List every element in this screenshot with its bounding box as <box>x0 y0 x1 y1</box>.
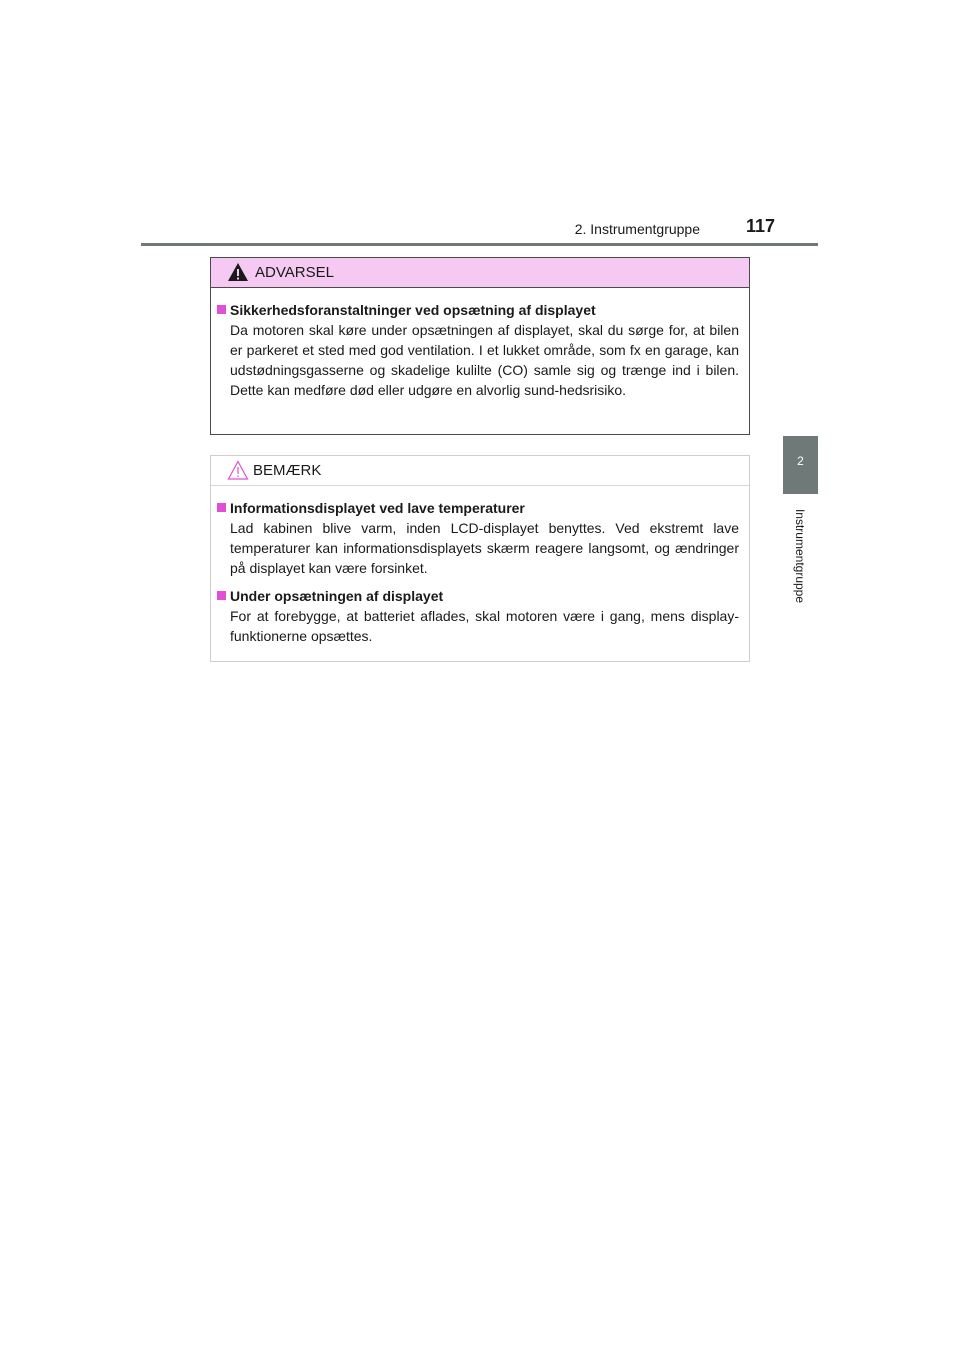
notice-item <box>217 586 739 646</box>
section-title: 2. Instrumentgruppe <box>574 221 700 237</box>
warning-item <box>217 300 739 400</box>
warning-triangle-filled-icon <box>227 262 249 282</box>
notice-item-title: Informationsdisplayet ved lave temperaturer <box>230 500 525 516</box>
page-number: 117 <box>745 216 775 236</box>
warning-item-text: Da motoren skal køre under opsætningen af displayet, skal du sørge for, at bilen er parkeret et sted med god ventilation. I et lukket område, som fx en garage, kan udstødningsgasserne og skadelige kulilte (CO) samle sig og trænge ind i bilen. Dette kan medføre død eller udgøre en alvorlig sund-hedsrisiko. <box>230 322 739 398</box>
page-header <box>0 0 960 250</box>
notice-item-title: Under opsætningen af displayet <box>230 588 444 604</box>
notice-box <box>210 455 750 662</box>
notice-header <box>211 456 749 486</box>
notice-label: BEMÆRK <box>253 462 322 479</box>
warning-header <box>211 258 749 288</box>
warning-triangle-outline-icon <box>227 460 249 480</box>
warning-label: ADVARSEL <box>255 264 334 281</box>
warning-box <box>210 257 750 435</box>
notice-item-text: Lad kabinen blive varm, inden LCD-displayet benyttes. Ved ekstremt lave temperaturer kan informationsdisplayets skærm reagere langsomt, og ændringer på displayet kan være forsinket. <box>230 520 739 576</box>
chapter-label: Instrumentgruppe <box>793 508 807 604</box>
bullet-square-icon <box>217 591 226 600</box>
notice-item-text: For at forebygge, at batteriet aflades, skal motoren være i gang, mens display-funktionerne opsættes. <box>230 608 739 644</box>
notice-item <box>217 498 739 578</box>
header-rule <box>141 243 818 246</box>
chapter-tab <box>783 436 818 494</box>
bullet-square-icon <box>217 305 226 314</box>
chapter-number: 2 <box>797 454 804 468</box>
bullet-square-icon <box>217 503 226 512</box>
warning-item-title: Sikkerhedsforanstaltninger ved opsætning af displayet <box>230 302 596 318</box>
